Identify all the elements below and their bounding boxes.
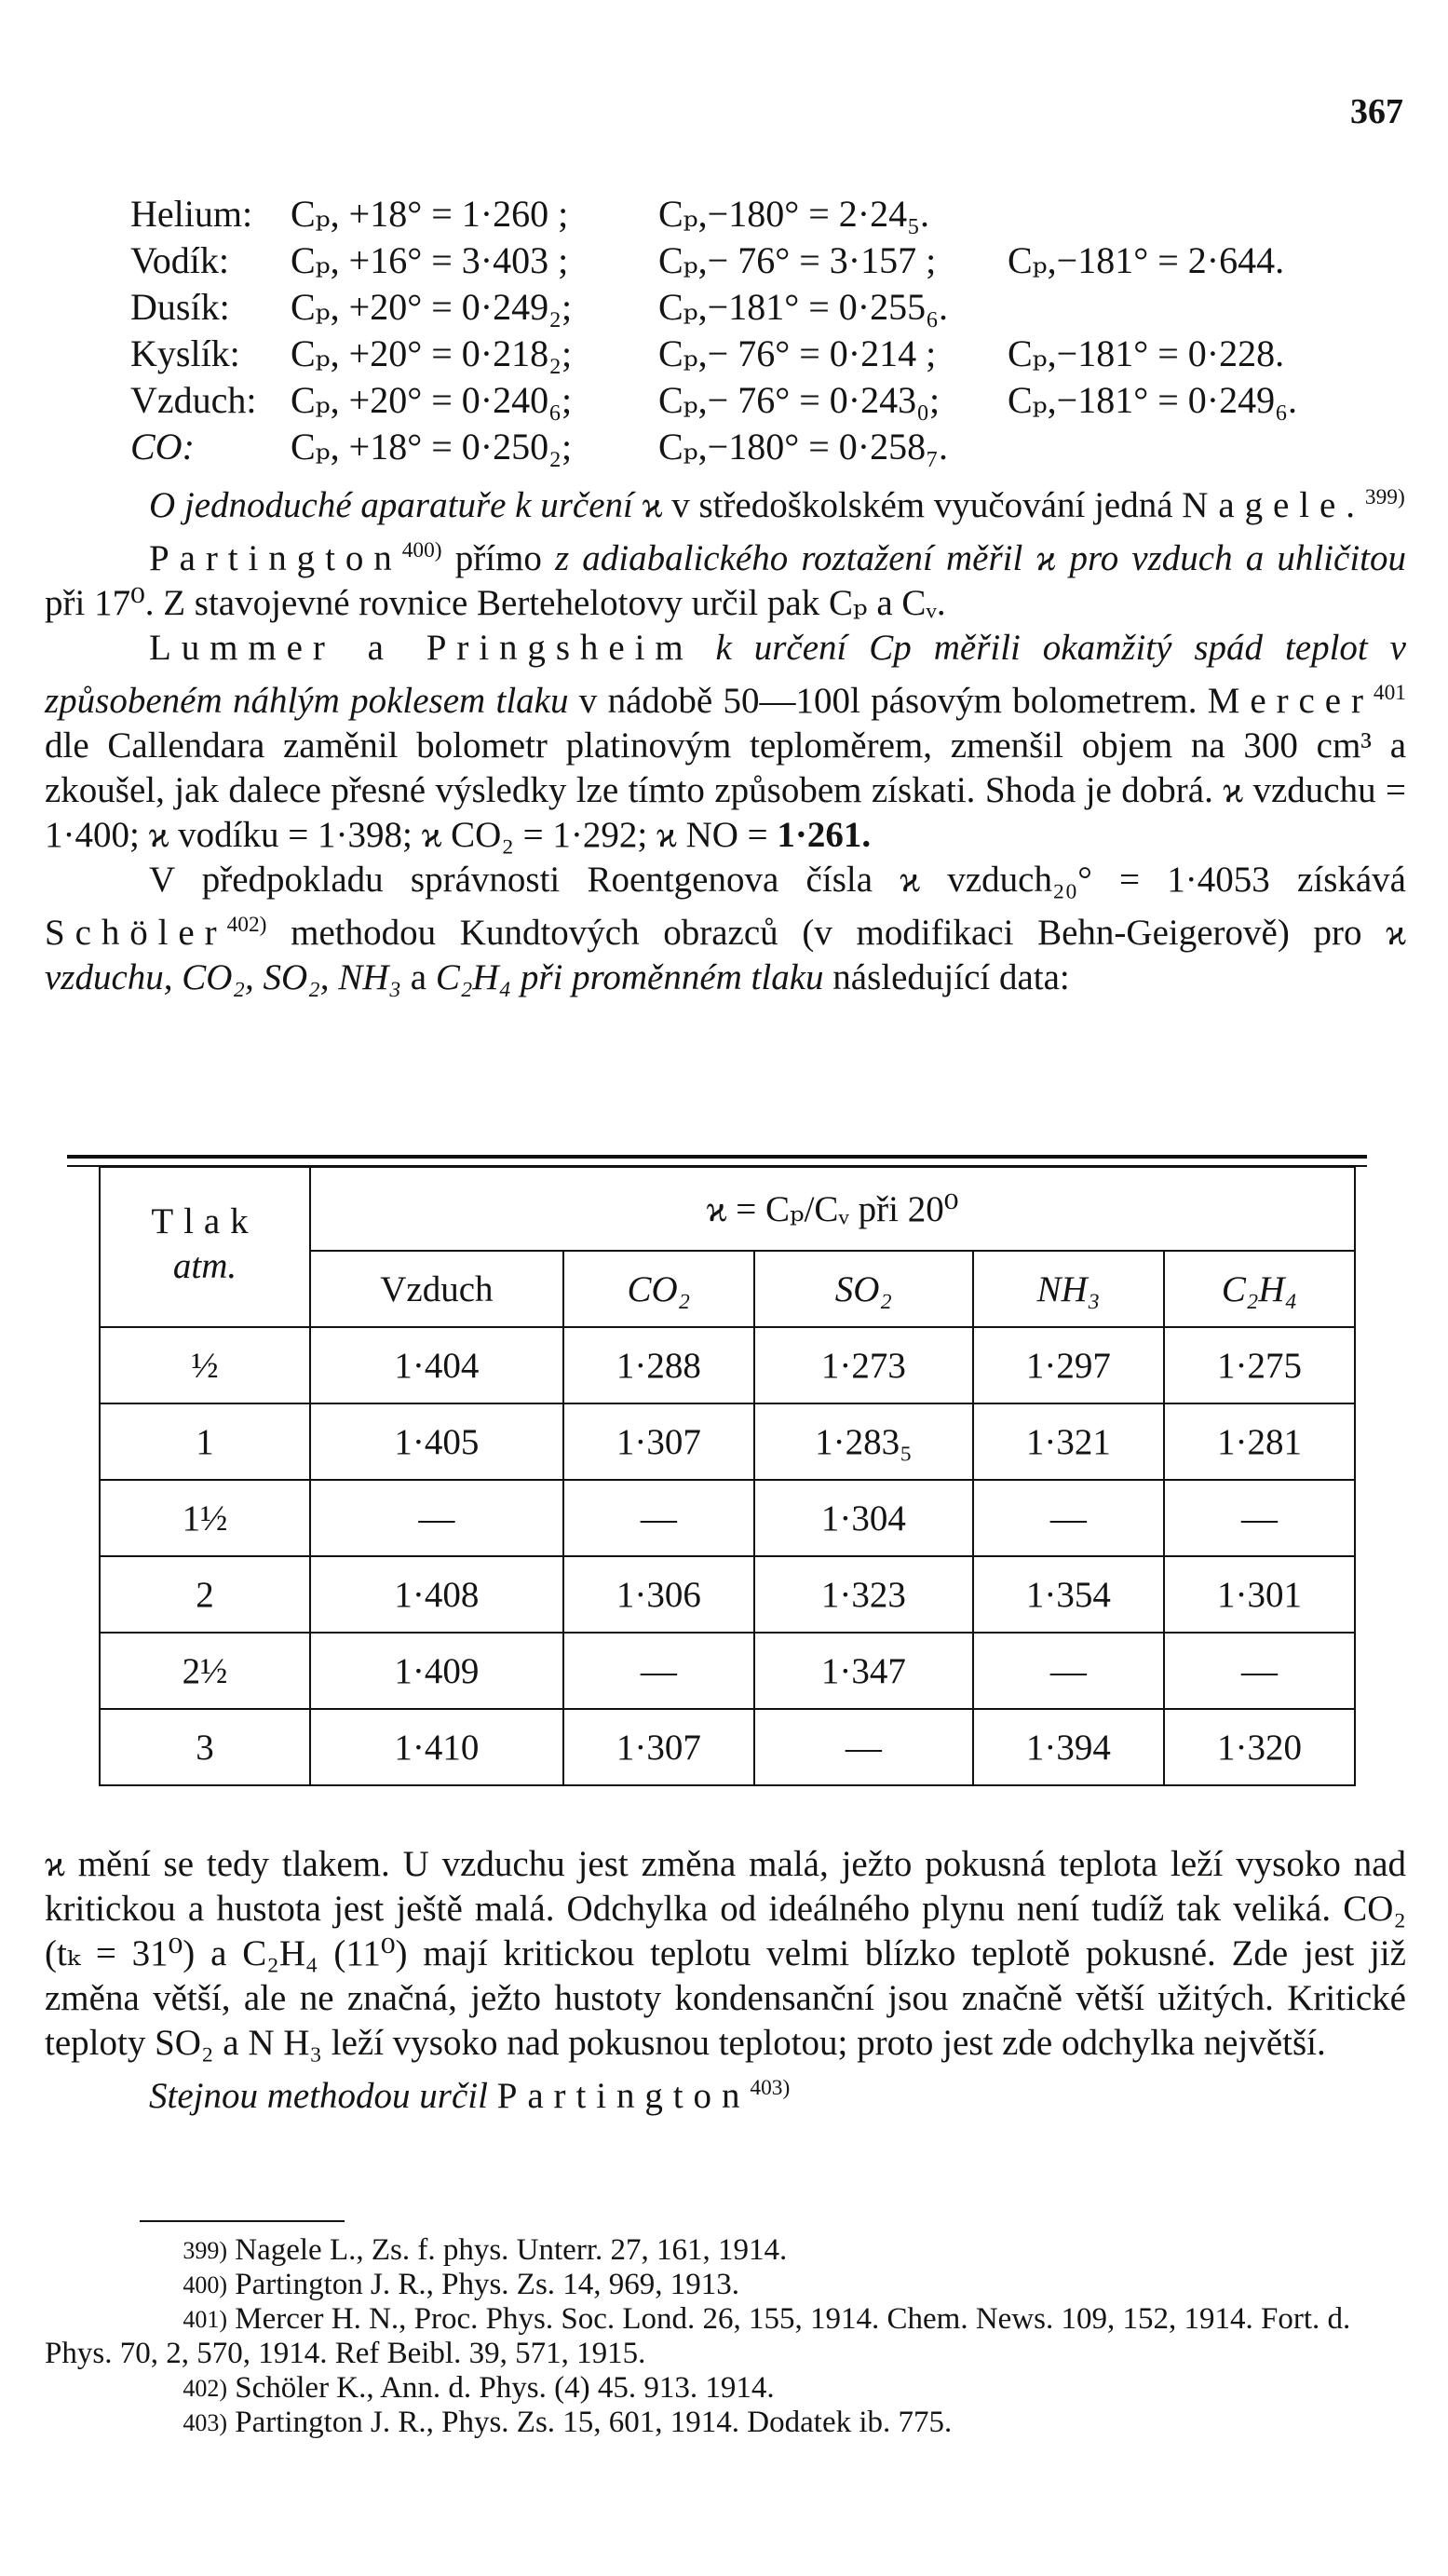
formula-cell: Cₚ,−180° = 2·24₅. xyxy=(658,193,930,235)
formula-row xyxy=(130,331,1297,377)
gas-name: Kyslík: xyxy=(130,332,240,374)
formula-row xyxy=(130,191,1297,237)
formula-cell: Cₚ, +16° = 3·403 ; xyxy=(291,239,569,281)
table-row: 3 1·410 1·307 — 1·394 1·320 xyxy=(100,1709,1355,1785)
footnote: 402) Schöler K., Ann. d. Phys. (4) 45. 913. 1914. xyxy=(183,2371,775,2405)
formula-cell: Cₚ, +20° = 0·249₂; xyxy=(291,286,573,328)
formula-cell: Cₚ,− 76° = 0·243₀; xyxy=(658,379,941,421)
gas-name: CO: xyxy=(130,426,195,468)
formula-cell: Cₚ,− 76° = 3·157 ; xyxy=(658,239,937,281)
table-row: 2 1·408 1·306 1·323 1·354 1·301 xyxy=(100,1556,1355,1633)
formula-row xyxy=(130,424,1297,470)
paragraph-6: Stejnou methodou určil Partington$^{403)}$ xyxy=(149,2076,791,2116)
gas-name: Dusík: xyxy=(130,286,230,328)
column-header: CO₂ xyxy=(563,1251,754,1327)
footnotes xyxy=(45,2233,1406,2440)
footnote: 401) Mercer H. N., Proc. Phys. Soc. Lond. 26, 155, 1914. Chem. News. 109, 152, 1914. Fort. d. Phys. 70, 2, 570, 1914. Ref Beibl. 39, 571, 1915. xyxy=(45,2302,1351,2370)
kappa-header: ϰ = Cₚ/Cᵥ při 20⁰ xyxy=(310,1167,1355,1251)
formula-cell: Cₚ,−181° = 0·228. xyxy=(1008,332,1285,374)
footnote-rule xyxy=(140,2220,345,2222)
footnote: 403) Partington J. R., Phys. Zs. 15, 601, 1914. Dodatek ib. 775. xyxy=(183,2406,953,2439)
column-header: SO₂ xyxy=(754,1251,973,1327)
gas-name: Helium: xyxy=(130,193,253,235)
body-text-lower xyxy=(45,1842,1406,2119)
column-header: C₂H₄ xyxy=(1164,1251,1355,1327)
kappa-table xyxy=(99,1166,1356,1786)
formula-cell: Cₚ, +20° = 0·218₂; xyxy=(291,332,573,374)
footnote: 399) Nagele L., Zs. f. phys. Unterr. 27, 161, 1914. xyxy=(183,2233,788,2267)
gas-name: Vodík: xyxy=(130,239,229,281)
formula-cell: Cₚ, +20° = 0·240₆; xyxy=(291,379,573,421)
formula-cell: Cₚ, +18° = 1·260 ; xyxy=(291,193,569,235)
formula-row xyxy=(130,237,1297,284)
paragraph-4: V předpokladu správnosti Roentgenova čísla ϰ vzduch₂₀° = 1·4053 získává Schöler$^{402)}$ methodou Kundtových obrazců (v modifikaci Behn-Geigerově) pro ϰ vzduchu, CO₂, SO₂, NH₃ a C₂H₄ při proměnném tlaku následující data: xyxy=(45,860,1406,997)
column-header: Vzduch xyxy=(310,1251,563,1327)
table-row: ½ 1·404 1·288 1·273 1·297 1·275 xyxy=(100,1327,1355,1403)
table-row: 2½ 1·409 — 1·347 — — xyxy=(100,1633,1355,1709)
formula-cell: Cₚ,−181° = 0·249₆. xyxy=(1008,379,1298,421)
table-top-rule xyxy=(67,1155,1367,1159)
paragraph-1: O jednoduché aparatuře k určení ϰ v středoškolském vyučování jedná Nagele.$^{399)}$ xyxy=(149,485,1405,525)
table-header-row xyxy=(100,1167,1355,1251)
footnote: 400) Partington J. R., Phys. Zs. 14, 969, 1913. xyxy=(183,2268,740,2301)
table-row: 1 1·405 1·307 1·283₅ 1·321 1·281 xyxy=(100,1403,1355,1480)
gas-name: Vzduch: xyxy=(130,379,257,421)
pressure-header: Tlak atm. xyxy=(100,1167,310,1327)
page-number: 367 xyxy=(1350,92,1403,131)
formula-row xyxy=(130,284,1297,331)
paragraph-2: Partington$^{400)}$ přímo z adiabalického roztažení měřil ϰ pro vzduch a uhličitou při 17⁰. Z stavojevné rovnice Bertehelotovy určil pak Cₚ a Cᵥ. xyxy=(45,538,1406,623)
paragraph-5: ϰ mění se tedy tlakem. U vzduchu jest změna malá, ježto pokusná teplota leží vysoko nad kritickou a hustota jest ještě malá. Odchylka od ideálného plynu není tudíž tak veliká. CO₂ (tₖ = 31⁰) a C₂H₄ (11⁰) mají kritickou teplotu velmi blízko teplotě pokusné. Zde jest již změna větší, ale ne značná, ježto hustoty kondensanční jsou značně větší užitých. Kritické teploty SO₂ a N H₃ leží vysoko nad pokusnou teplotou; proto jest zde odchylka největší. xyxy=(45,1844,1406,2063)
formula-cell: Cₚ,−181° = 2·644. xyxy=(1008,239,1285,281)
table-row: 1½ — — 1·304 — — xyxy=(100,1480,1355,1556)
formula-cell: Cₚ,− 76° = 0·214 ; xyxy=(658,332,937,374)
formula-row xyxy=(130,377,1297,424)
formula-cell: Cₚ, +18° = 0·250₂; xyxy=(291,426,573,468)
formula-cell: Cₚ,−180° = 0·258₇. xyxy=(658,426,949,468)
specific-heat-formulas xyxy=(130,191,1297,470)
formula-cell: Cₚ,−181° = 0·255₆. xyxy=(658,286,949,328)
column-header: NH₃ xyxy=(973,1251,1164,1327)
paragraph-3: Lummer a Pringsheim k určení Cp měřili okamžitý spád teplot v způsobeném náhlým poklesem tlaku v nádobě 50—100l pásovým bolometrem. Mercer$^{401}$ dle Callendara zaměnil bolometr platinovým teploměrem, zmenšil objem na 300 cm³ a zkoušel, jak dalece přesné výsledky lze tímto způsobem získati. Shoda je dobrá. ϰ vzduchu = 1·400; ϰ vodíku = 1·398; ϰ CO₂ = 1·292; ϰ NO = 1·261. xyxy=(45,628,1406,855)
body-text-upper xyxy=(45,475,1406,1000)
